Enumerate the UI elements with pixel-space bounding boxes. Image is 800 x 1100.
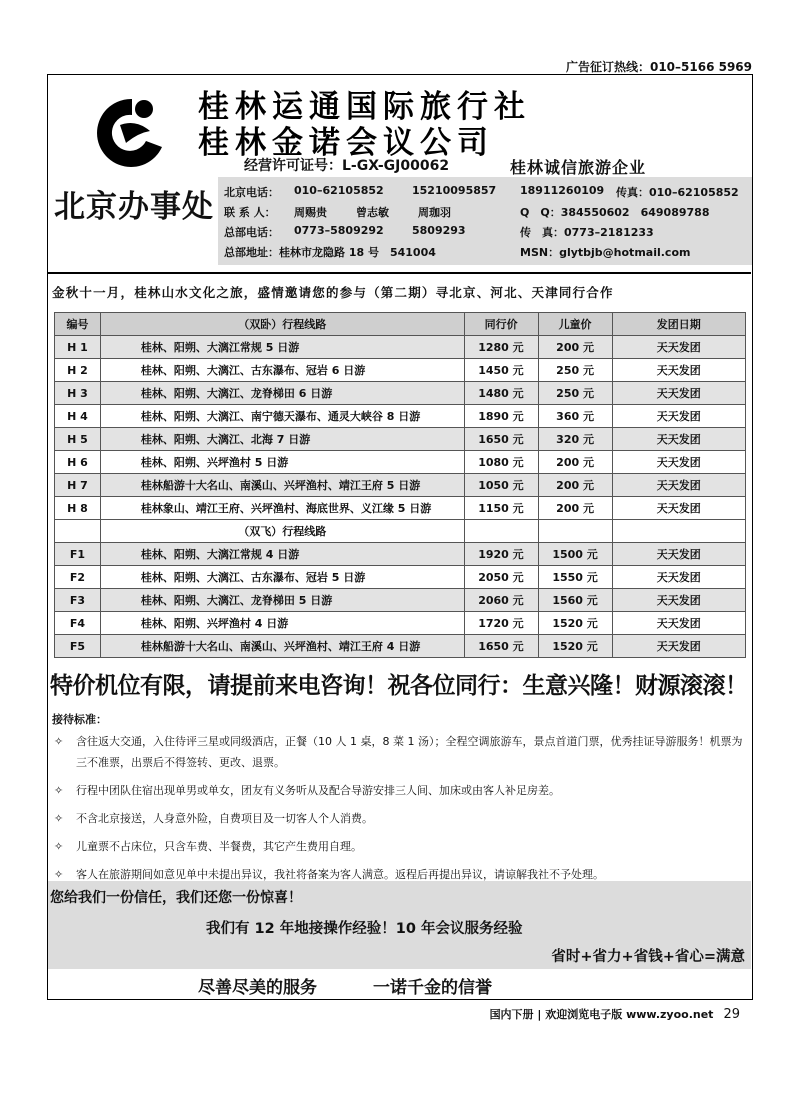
route-name: 桂林、阳朔、大漓江常规 5 日游 [100, 336, 464, 359]
contact-row-people [224, 201, 746, 221]
child-price: 200 元 [538, 451, 612, 474]
page-footer [490, 1006, 740, 1022]
tour-price-table [54, 312, 746, 658]
hq-address: 总部地址：桂林市龙隐路 18 号 541004 [224, 246, 436, 259]
beijing-phone-2: 15210095857 [412, 184, 497, 197]
diamond-icon: ✧ [54, 784, 64, 797]
promo-banner: 金秋十一月，桂林山水文化之旅，盛情邀请您的参与（第二期）寻北京、河北、天津同行合作 [52, 285, 614, 300]
special-offer-slogan: 特价机位有限，请提前来电咨询！祝各位同行：生意兴隆！财源滚滚！ [50, 672, 748, 699]
route-name: 桂林船游十大名山、南溪山、兴坪渔村、靖江王府 4 日游 [100, 635, 464, 658]
route-name: 桂林、阳朔、大漓江、南宁德天瀑布、通灵大峡谷 8 日游 [100, 405, 464, 428]
departure: 天天发团 [612, 336, 746, 359]
msn-address: MSN：glytbjb@hotmail.com [520, 246, 691, 259]
fax-beijing: 传真：010–62105852 [616, 186, 739, 199]
table-row [55, 612, 746, 635]
diamond-icon: ✧ [54, 735, 64, 748]
trade-price: 1890 元 [464, 405, 538, 428]
footer-text: 国内下册 | 欢迎浏览电子版 www.zyoo.net [489, 1008, 714, 1021]
route-code: F5 [55, 635, 101, 658]
contact-person-2: 曾志敏 [356, 206, 389, 219]
departure: 天天发团 [612, 543, 746, 566]
diamond-icon: ✧ [54, 812, 64, 825]
contact-row-phone [224, 181, 746, 201]
departure: 天天发团 [612, 451, 746, 474]
contact-row-hq [224, 221, 746, 241]
motto [198, 973, 548, 998]
departure: 天天发团 [612, 474, 746, 497]
child-price: 200 元 [538, 336, 612, 359]
route-code: H 8 [55, 497, 101, 520]
list-item: ✧ 行程中团队住宿出现单男或单女，团友有义务听从及配合导游安排三人间、加床或由客人补足房差。 [48, 780, 748, 801]
table-header-row [55, 313, 746, 336]
standards-list [48, 731, 748, 892]
trade-price: 1450 元 [464, 359, 538, 382]
child-price: 250 元 [538, 359, 612, 382]
trade-price: 1650 元 [464, 635, 538, 658]
route-code: H 3 [55, 382, 101, 405]
route-name: 桂林、阳朔、兴坪渔村 4 日游 [100, 612, 464, 635]
trust-box [48, 881, 751, 969]
departure: 天天发团 [612, 497, 746, 520]
trust-line-1: 您给我们一份信任，我们还您一份惊喜！ [50, 890, 302, 906]
table-subheader-row [55, 520, 746, 543]
page-number: 29 [723, 1007, 740, 1022]
child-price: 1500 元 [538, 543, 612, 566]
motto-service: 尽善尽美的服务 [198, 978, 317, 998]
departure: 天天发团 [612, 428, 746, 451]
route-name: 桂林、阳朔、大漓江、古东瀑布、冠岩 5 日游 [100, 566, 464, 589]
child-price: 200 元 [538, 497, 612, 520]
contact-person-1: 周赐贵 [294, 206, 327, 219]
list-item: ✧ 不含北京接送，人身意外险，自费项目及一切客人个人消费。 [48, 808, 748, 829]
departure: 天天发团 [612, 589, 746, 612]
col-header-trade-price: 同行价 [464, 313, 538, 336]
child-price: 360 元 [538, 405, 612, 428]
ad-header [48, 75, 751, 273]
contact-label: 联 系 人： [224, 206, 276, 219]
table-row [55, 497, 746, 520]
route-code: F1 [55, 543, 101, 566]
route-name: 桂林船游十大名山、南溪山、兴坪渔村、靖江王府 5 日游 [100, 474, 464, 497]
route-code: H 6 [55, 451, 101, 474]
table-row [55, 589, 746, 612]
route-code: H 1 [55, 336, 101, 359]
company-logo-icon [76, 91, 176, 171]
trade-price: 1480 元 [464, 382, 538, 405]
table-row [55, 451, 746, 474]
contact-person-3: 周珈羽 [418, 206, 451, 219]
departure: 天天发团 [612, 405, 746, 428]
qq-numbers: Q Q：384550602 649089788 [520, 206, 710, 219]
route-code: H 2 [55, 359, 101, 382]
trade-price: 1080 元 [464, 451, 538, 474]
table-row [55, 428, 746, 451]
beijing-phone-1: 010–62105852 [294, 184, 384, 197]
table-row [55, 566, 746, 589]
col-header-route: （双卧）行程线路 [100, 313, 464, 336]
departure: 天天发团 [612, 359, 746, 382]
table-row [55, 359, 746, 382]
diamond-icon: ✧ [54, 840, 64, 853]
contact-box [218, 177, 752, 265]
departure: 天天发团 [612, 612, 746, 635]
standards-title: 接待标准： [52, 713, 107, 726]
route-code: H 5 [55, 428, 101, 451]
route-code: F4 [55, 612, 101, 635]
fax-hq: 传 真：0773–2181233 [520, 226, 654, 239]
beijing-phone-label: 北京电话： [224, 186, 279, 199]
contact-row-address [224, 241, 746, 261]
table-row [55, 635, 746, 658]
list-item: ✧ 客人在旅游期间如意见单中未提出异议，我社将备案为客人满意。返程后再提出异议，请谅解我社不予处理。 [48, 864, 748, 885]
company-name-2: 桂林金诺会议公司 [198, 125, 494, 161]
table-row [55, 474, 746, 497]
route-name: 桂林象山、靖江王府、兴坪渔村、海底世界、义江缘 5 日游 [100, 497, 464, 520]
subheader-route: （双飞）行程线路 [100, 520, 464, 543]
route-name: 桂林、阳朔、兴坪渔村 5 日游 [100, 451, 464, 474]
company-slogan: 桂林诚信旅游企业 [510, 158, 647, 177]
col-header-departure: 发团日期 [612, 313, 746, 336]
route-name: 桂林、阳朔、大漓江、北海 7 日游 [100, 428, 464, 451]
route-code: F2 [55, 566, 101, 589]
trade-price: 1280 元 [464, 336, 538, 359]
child-price: 1560 元 [538, 589, 612, 612]
departure: 天天发团 [612, 382, 746, 405]
motto-reputation: 一诺千金的信誉 [373, 978, 492, 998]
list-item: ✧ 含往返大交通，入住待评三星或同级酒店，正餐（10 人 1 桌，8 菜 1 汤）；全程空调旅游车，景点首道门票，优秀挂证导游服务！机票为三不准票，出票后不得签转、更改、退票。 [48, 731, 748, 773]
table-row [55, 543, 746, 566]
route-code: H 4 [55, 405, 101, 428]
trust-line-2: 我们有 12 年地接操作经验！10 年会议服务经验 [206, 921, 523, 937]
departure: 天天发团 [612, 566, 746, 589]
route-name: 桂林、阳朔、大漓江、古东瀑布、冠岩 6 日游 [100, 359, 464, 382]
route-name: 桂林、阳朔、大漓江、龙脊梯田 5 日游 [100, 589, 464, 612]
trade-price: 1150 元 [464, 497, 538, 520]
company-name-1: 桂林运通国际旅行社 [198, 89, 531, 125]
header-divider [48, 272, 751, 274]
trade-price: 1720 元 [464, 612, 538, 635]
child-price: 1520 元 [538, 635, 612, 658]
hq-phone-2: 5809293 [412, 224, 466, 237]
child-price: 250 元 [538, 382, 612, 405]
route-code: F3 [55, 589, 101, 612]
list-item: ✧ 儿童票不占床位，只含车费、半餐费，其它产生费用自理。 [48, 836, 748, 857]
trade-price: 2060 元 [464, 589, 538, 612]
child-price: 1550 元 [538, 566, 612, 589]
trade-price: 1920 元 [464, 543, 538, 566]
trust-line-3: 省时+省力+省钱+省心=满意 [551, 949, 745, 965]
child-price: 320 元 [538, 428, 612, 451]
route-name: 桂林、阳朔、大漓江、龙脊梯田 6 日游 [100, 382, 464, 405]
departure: 天天发团 [612, 635, 746, 658]
diamond-icon: ✧ [54, 868, 64, 881]
license-number: 经营许可证号：L-GX-GJ00062 [244, 158, 450, 174]
trade-price: 1050 元 [464, 474, 538, 497]
ad-frame [47, 74, 753, 1000]
hq-phone-1: 0773–5809292 [294, 224, 384, 237]
col-header-child-price: 儿童价 [538, 313, 612, 336]
beijing-phone-3: 18911260109 [520, 184, 605, 197]
child-price: 1520 元 [538, 612, 612, 635]
trade-price: 2050 元 [464, 566, 538, 589]
table-row [55, 382, 746, 405]
hq-phone-label: 总部电话： [224, 226, 279, 239]
beijing-office-title: 北京办事处 [54, 189, 214, 225]
route-name: 桂林、阳朔、大漓江常规 4 日游 [100, 543, 464, 566]
route-code: H 7 [55, 474, 101, 497]
table-row [55, 336, 746, 359]
ad-hotline: 广告征订热线：010–5166 5969 [565, 60, 752, 74]
table-row [55, 405, 746, 428]
col-header-code: 编号 [55, 313, 101, 336]
child-price: 200 元 [538, 474, 612, 497]
trade-price: 1650 元 [464, 428, 538, 451]
